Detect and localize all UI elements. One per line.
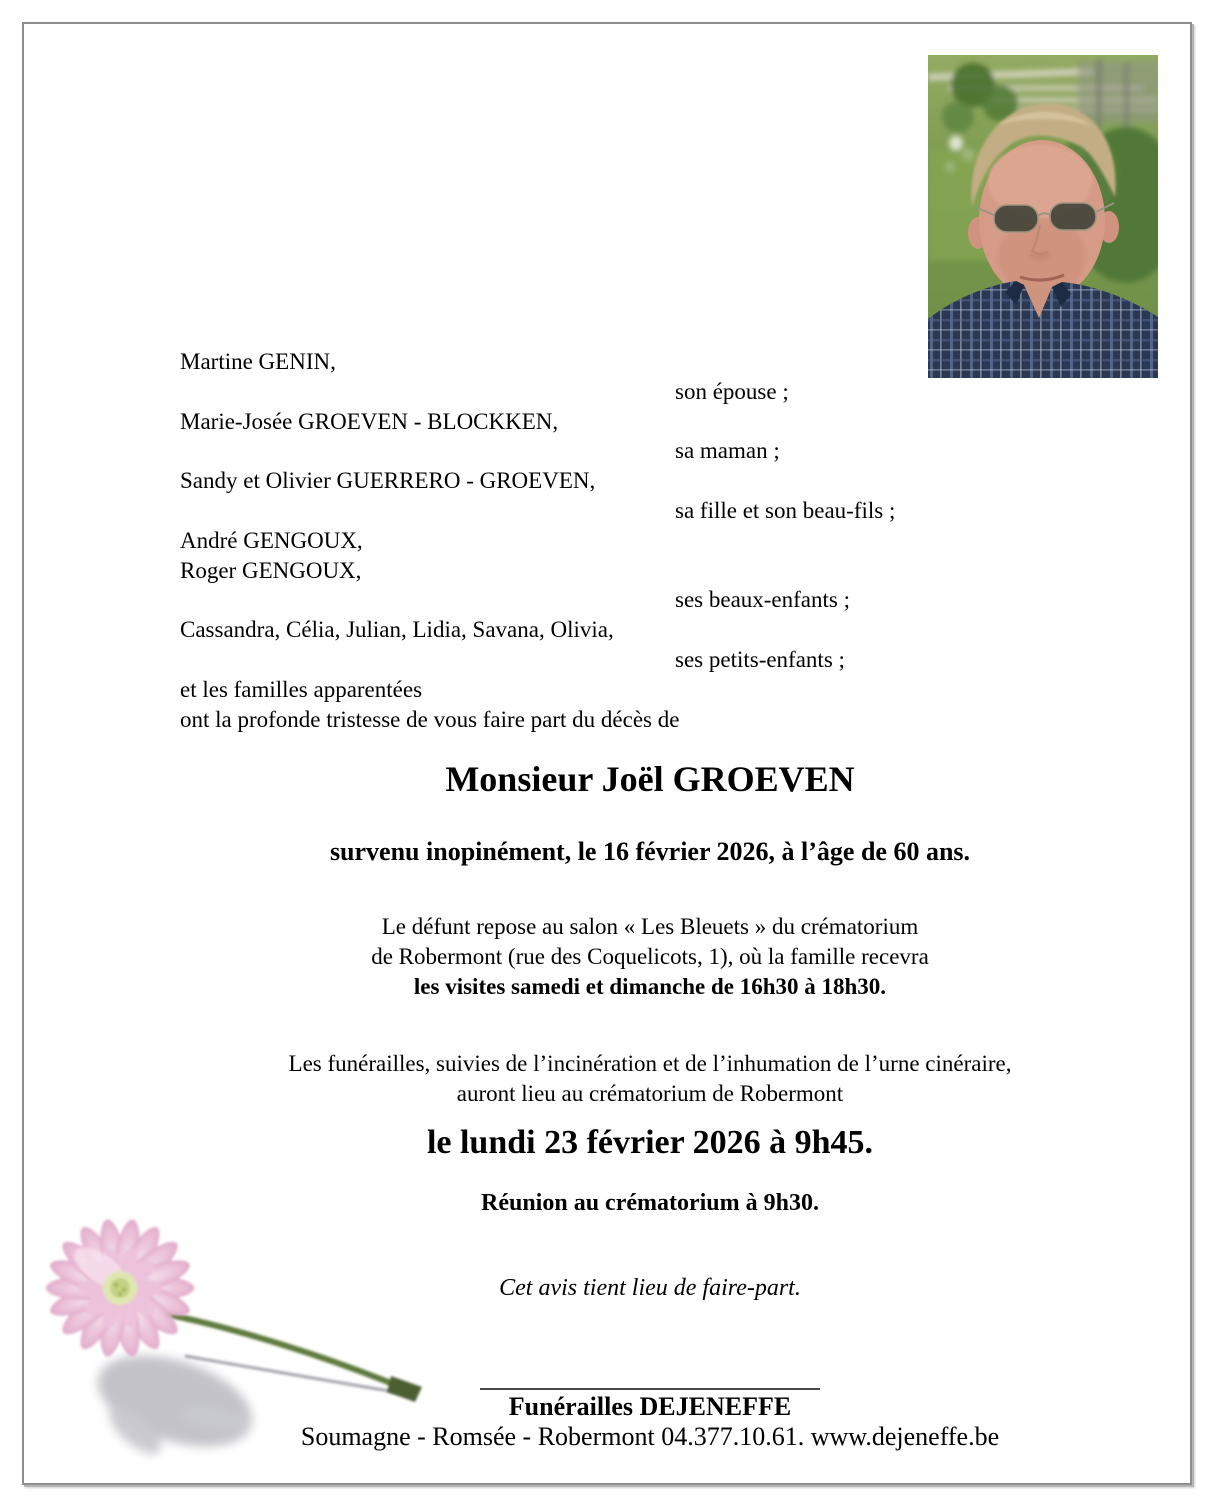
ceremony-date: le lundi 23 février 2026 à 9h45. — [426, 1124, 874, 1161]
relationship-line: ses beaux-enfants ; — [675, 587, 850, 613]
repose-line: Le défunt repose au salon « Les Bleuets » du crématorium — [381, 914, 919, 939]
family-line: ont la profonde tristesse de vous faire part du décès de — [180, 706, 680, 732]
funeral-home-contact: Soumagne - Romsée - Robermont 04.377.10.61. www.dejeneffe.be — [300, 1422, 1000, 1451]
portrait-photo-svg — [928, 55, 1158, 378]
family-names-block — [180, 347, 1120, 734]
funeral-line: auront lieu au crématorium de Robermont — [456, 1081, 844, 1106]
family-line: Martine GENIN, — [180, 349, 336, 374]
funeral-home-footer — [180, 1388, 1120, 1452]
repose-paragraph — [180, 912, 1120, 1002]
family-line: Cassandra, Célia, Julian, Lidia, Savana, Olivia, — [180, 617, 614, 643]
notice-line: Cet avis tient lieu de faire-part. — [499, 1275, 801, 1301]
death-statement: survenu inopinément, le 16 février 2026, à l’âge de 60 ans. — [329, 837, 971, 866]
meeting-line: Réunion au crématorium à 9h30. — [481, 1190, 819, 1216]
portrait-photo — [928, 55, 1158, 378]
relationship-line: son épouse ; — [675, 378, 789, 404]
footer-divider — [480, 1388, 820, 1390]
relationship-line: sa fille et son beau-fils ; — [675, 497, 896, 523]
family-line: et les familles apparentées — [180, 676, 423, 702]
family-line: André GENGOUX, — [180, 527, 363, 553]
relationship-line: sa maman ; — [675, 438, 780, 464]
family-line: Roger GENGOUX, — [180, 557, 362, 583]
flower-head — [46, 1218, 194, 1359]
funeral-line: Les funérailles, suivies de l’incinération et de l’inhumation de l’urne cinéraire, — [288, 1051, 1012, 1076]
relationship-line: ses petits-enfants ; — [675, 646, 845, 672]
funeral-paragraph — [180, 1049, 1120, 1109]
family-line: Marie-Josée GROEVEN - BLOCKKEN, — [180, 408, 559, 434]
deceased-name-title: Monsieur Joël GROEVEN — [445, 759, 855, 799]
visits-line: les visites samedi et dimanche de 16h30 à 18h30. — [413, 974, 887, 999]
family-line: Sandy et Olivier GUERRERO - GROEVEN, — [180, 468, 596, 494]
repose-line: de Robermont (rue des Coquelicots, 1), où la famille recevra — [371, 944, 929, 969]
funeral-home-name: Funérailles DEJENEFFE — [508, 1392, 792, 1421]
